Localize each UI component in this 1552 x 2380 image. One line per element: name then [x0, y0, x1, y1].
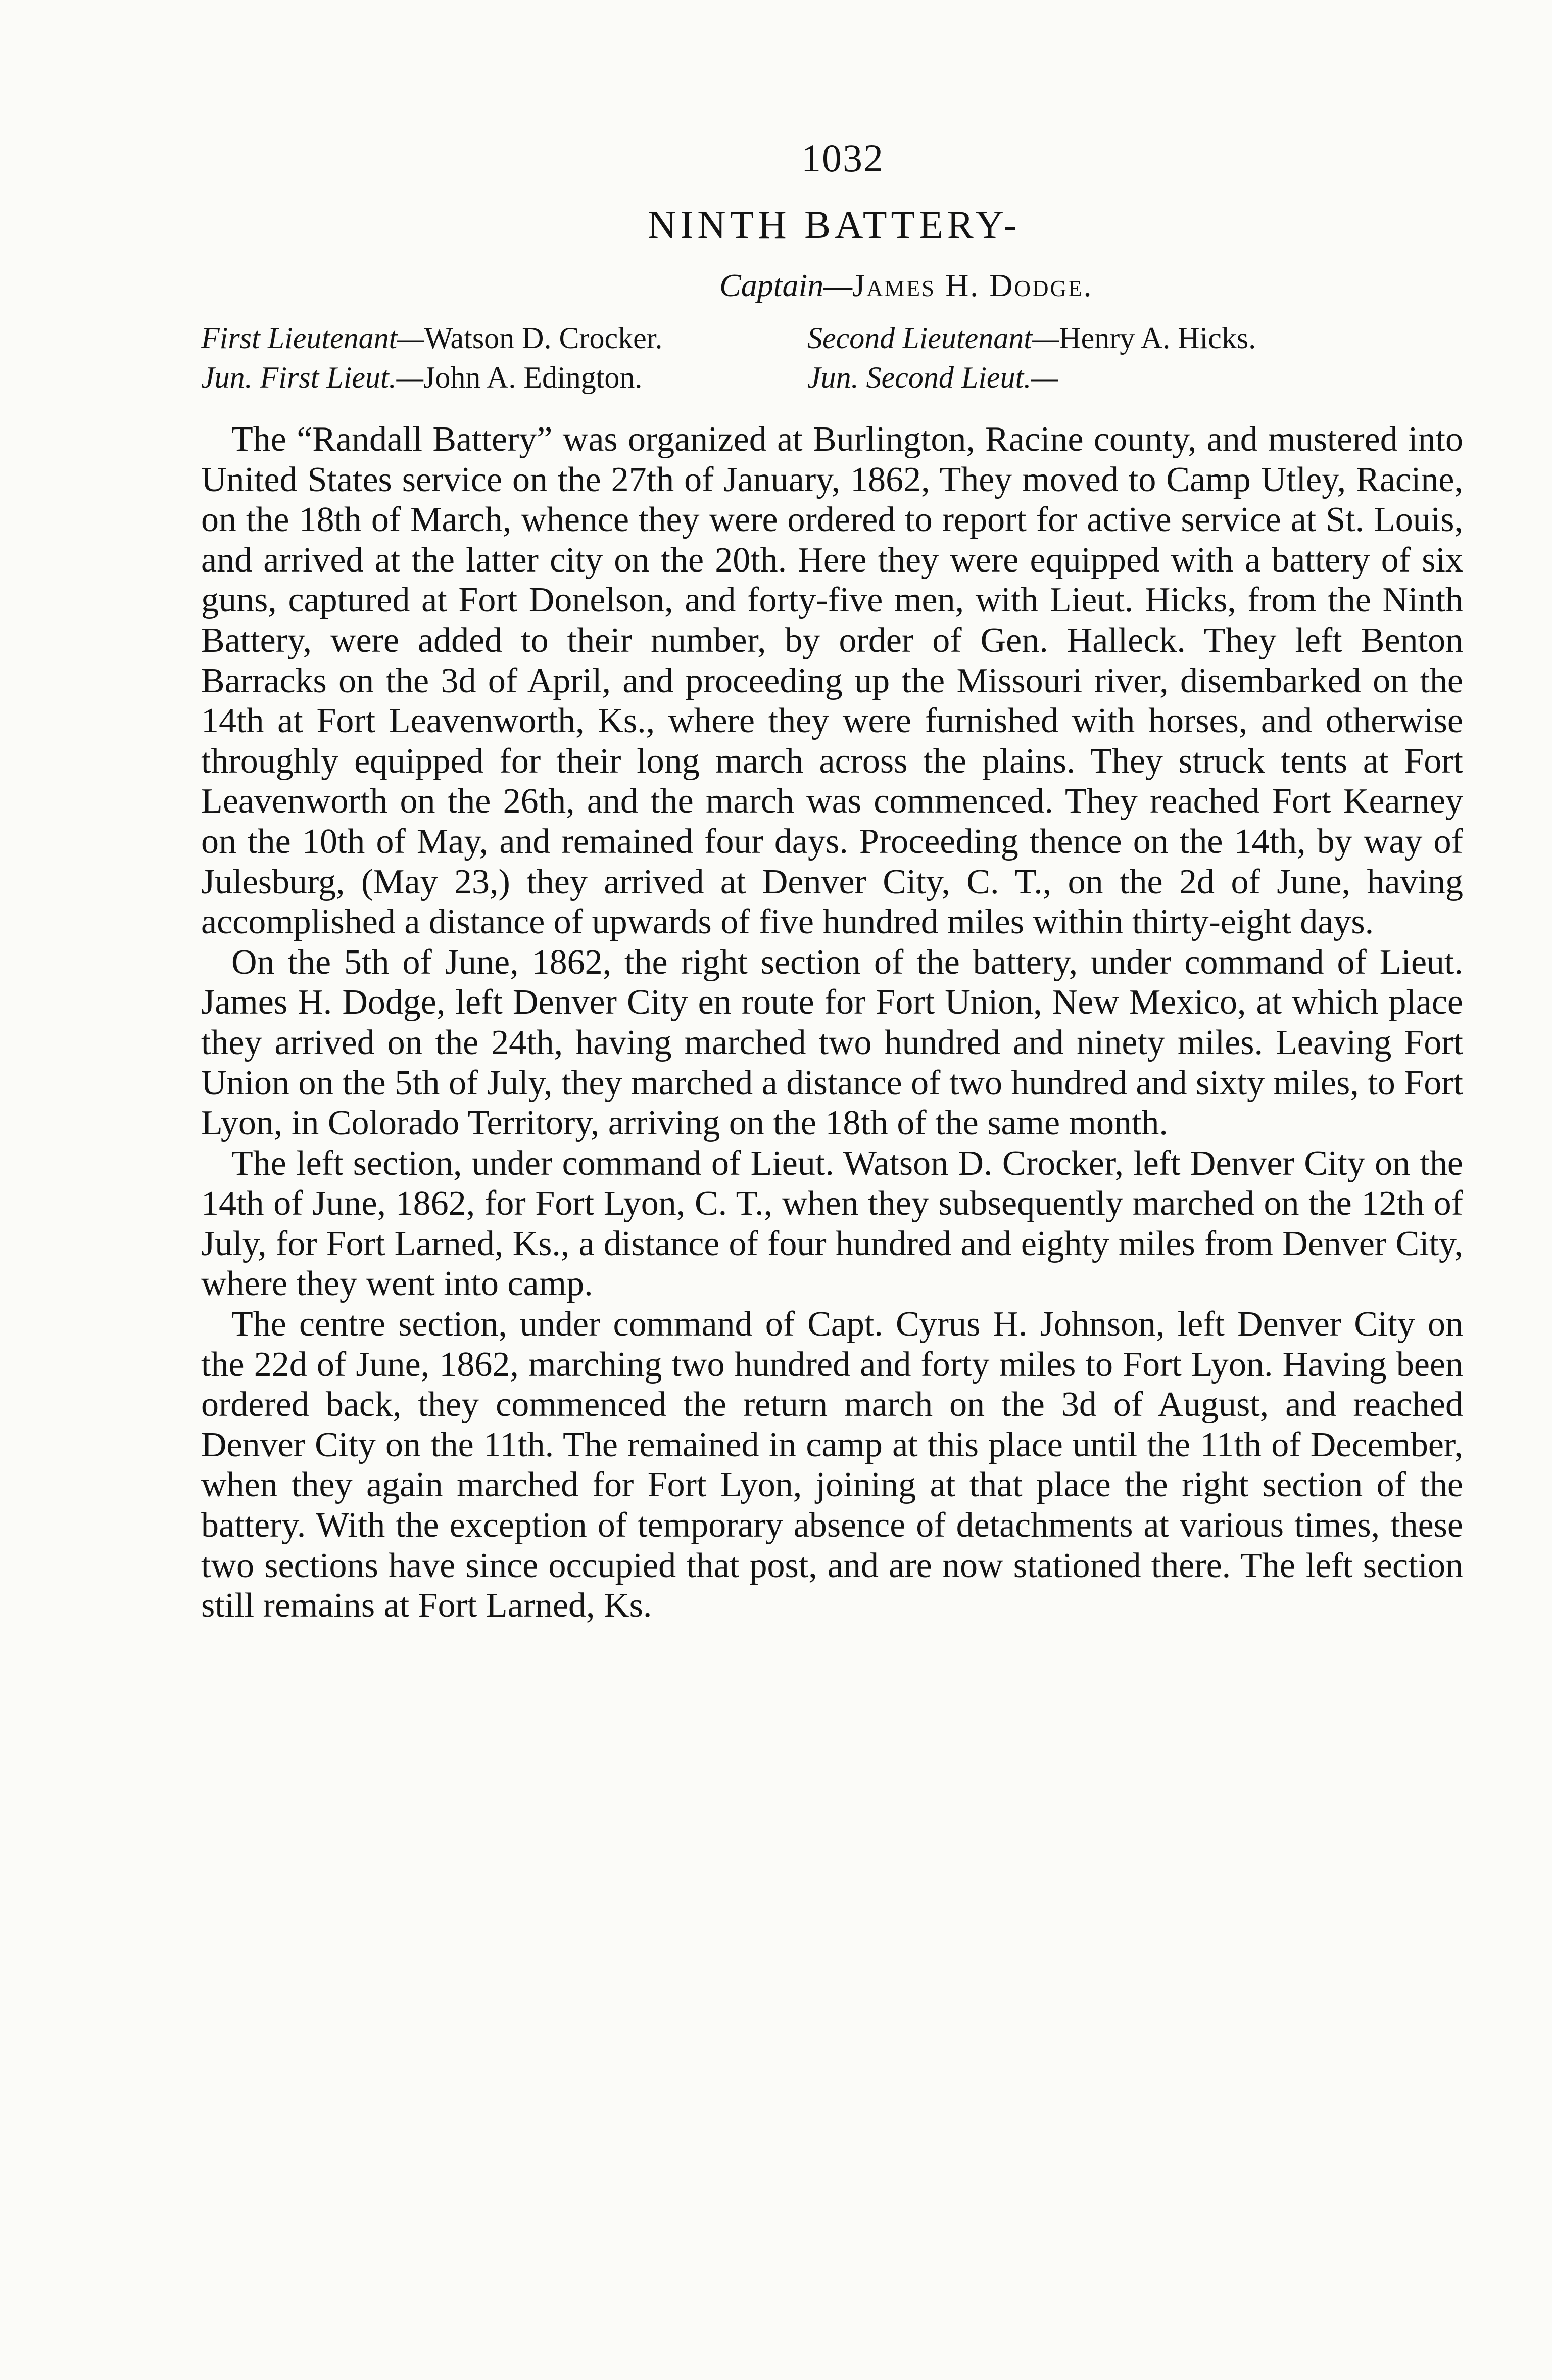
jun-first-lieut-entry: [201, 361, 642, 394]
section-title: NINTH BATTERY-: [648, 203, 1021, 247]
jun-second-lieut-label: Jun. Second Lieut.—: [807, 361, 1058, 394]
paragraph-left-section: The left section, under command of Lieut. Watson D. Crocker, left Denver City on the 14th of June, 1862, for Fort Lyon, C. T., when they subsequently marched on the 12th of July, for Fort Larned, Ks., a distance of four hundred and eighty miles from Denver City, where they went into camp.: [201, 1144, 1463, 1304]
second-lieutenant-entry: [807, 318, 1256, 358]
first-lieutenant-label: First Lieutenant—: [201, 321, 424, 355]
paragraph-organization: The “Randall Battery” was organized at Burlington, Racine county, and mustered into United States service on the 27th of January, 1862, They moved to Camp Utley, Racine, on the 18th of March, whence they were ordered to report for active service at St. Louis, and arrived at the latter city on the 20th. Here they were equipped with a battery of six guns, captured at Fort Donelson, and forty-five men, with Lieut. Hicks, from the Ninth Battery, were added to their number, by order of Gen. Halleck. They left Benton Barracks on the 3d of April, and proceeding up the Missouri river, disembarked on the 14th at Fort Leavenworth, Ks., where they were furnished with horses, and otherwise throughly equipped for their long march across the plains. They struck tents at Fort Leavenworth on the 26th, and the march was commenced. They reached Fort Kearney on the 10th of May, and remained four days. Proceeding thence on the 14th, by way of Julesburg, (May 23,) they arrived at Denver City, C. T., on the 2d of June, having accomplished a distance of upwards of five hundred miles within thirty-eight days.: [201, 420, 1463, 942]
paragraph-centre-section: The centre section, under command of Capt. Cyrus H. Johnson, left Denver City on the 22d of June, 1862, marching two hundred and forty miles to Fort Lyon. Having been ordered back, they commenced the return march on the 3d of August, and reached Denver City on the 11th. The remained in camp at this place until the 11th of December, when they again marched for Fort Lyon, joining at that place the right section of the battery. With the exception of temporary absence of detachments at various times, these two sections have since occupied that post, and are now stationed there. The left section still remains at Fort Larned, Ks.: [201, 1305, 1463, 1626]
body-text: [201, 419, 1463, 1626]
page-number: 1032: [801, 136, 884, 180]
second-lieutenant-label: Second Lieutenant—: [807, 321, 1059, 355]
jun-second-lieut-entry: [807, 358, 1058, 397]
captain-name: James H. Dodge.: [852, 267, 1093, 303]
captain-label: Captain—: [719, 267, 853, 303]
officer-row-junior: [201, 358, 1363, 397]
officer-row-first: [201, 318, 1363, 358]
officer-list: [201, 318, 1363, 397]
second-lieutenant-name: Henry A. Hicks.: [1059, 321, 1256, 355]
paragraph-right-section: On the 5th of June, 1862, the right section of the battery, under command of Lieut. James H. Dodge, left Denver City en route for Fort Union, New Mexico, at which place they arrived on the 24th, having marched two hundred and ninety miles. Leaving Fort Union on the 5th of July, they marched a distance of two hundred and sixty miles, to Fort Lyon, in Colorado Territory, arriving on the 18th of the same month.: [201, 942, 1463, 1143]
captain-line: [719, 267, 1093, 304]
first-lieutenant-entry: [201, 321, 662, 355]
jun-first-lieut-name: John A. Edington.: [423, 361, 643, 394]
first-lieutenant-name: Watson D. Crocker.: [424, 321, 663, 355]
jun-first-lieut-label: Jun. First Lieut.—: [201, 361, 424, 394]
